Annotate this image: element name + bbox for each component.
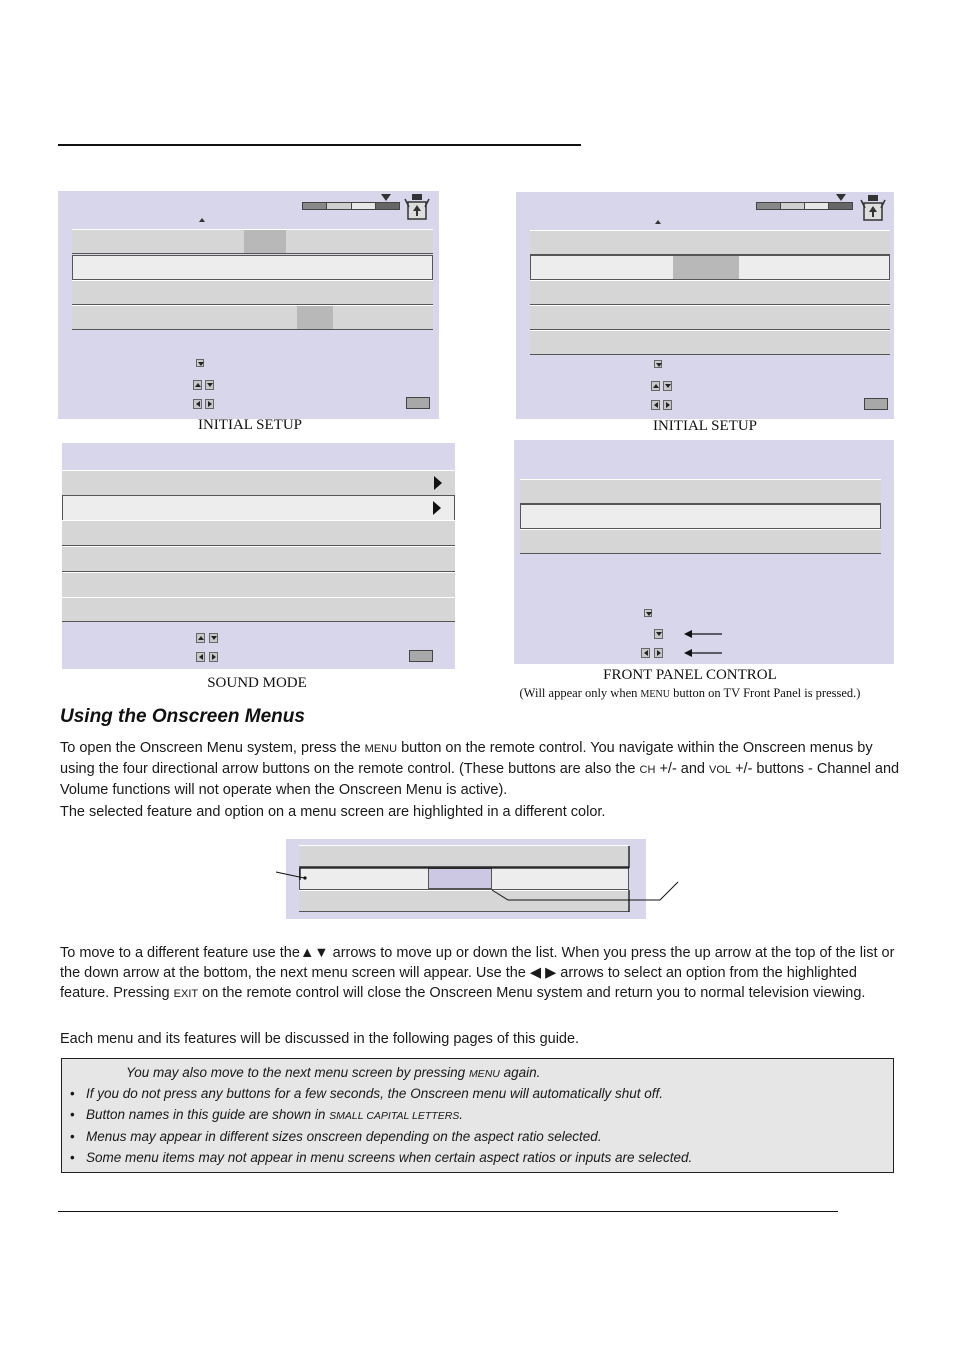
paragraph-open-menu: To open the Onscreen Menu system, press the MENU button on the remote control. You navigate within the Onscreen menus by using the four directional arrow buttons on the remote control. (These buttons are also the CH +/- and VOL +/- buttons - Channel and Volume functions will not operate when the Onscreen Menu is active). <box>60 740 900 798</box>
pointer-arrow-icon <box>684 649 724 657</box>
left-arrow-icon <box>193 399 202 409</box>
up-arrow-icon <box>196 633 205 643</box>
section-title: Using the Onscreen Menus <box>60 706 305 727</box>
menu-row[interactable] <box>530 305 890 330</box>
left-arrow-icon <box>641 648 650 658</box>
pointer-arrow-icon <box>684 630 724 638</box>
level-meter <box>302 202 400 210</box>
header-rule <box>58 144 581 146</box>
submenu-arrow-icon <box>432 500 442 516</box>
scroll-up-icon[interactable] <box>655 220 661 224</box>
menu-front-panel-control <box>514 440 894 664</box>
menu-row-selected[interactable] <box>530 255 890 280</box>
tv-icon <box>404 193 430 221</box>
down-arrow-icon <box>654 629 663 639</box>
down-arrow-icon <box>209 633 218 643</box>
menu-row-selected[interactable] <box>62 495 455 521</box>
up-arrow-icon <box>651 381 660 391</box>
menu-row[interactable] <box>530 330 890 355</box>
tip-4: • Menus may appear in different sizes onscreen depending on the aspect ratio selected. <box>86 1129 602 1144</box>
tip-5: • Some menu items may not appear in menu screens when certain aspect ratios or inputs are selected. <box>86 1150 692 1165</box>
menu-initial-setup-1 <box>58 191 439 419</box>
exit-button[interactable] <box>864 398 888 410</box>
menu-row[interactable] <box>72 229 433 254</box>
scroll-down-icon[interactable] <box>196 359 204 367</box>
paragraph-highlight: The selected feature and option on a menu screen are highlighted in a different color. <box>60 804 606 820</box>
menu-row-selected[interactable] <box>520 504 881 529</box>
menu-row[interactable] <box>530 230 890 255</box>
down-arrow-icon <box>663 381 672 391</box>
caption-front-panel: FRONT PANEL CONTROL <box>603 667 777 683</box>
submenu-arrow-icon <box>433 475 443 491</box>
caption-initial-setup-1: INITIAL SETUP <box>197 417 302 433</box>
scroll-down-icon[interactable] <box>654 360 662 368</box>
menu-row[interactable] <box>72 280 433 305</box>
menu-row[interactable] <box>72 305 433 330</box>
footer-rule <box>58 1211 838 1212</box>
caption-initial-setup-2: INITIAL SETUP <box>652 418 757 434</box>
left-arrow-icon <box>196 652 205 662</box>
callout-lines <box>270 840 690 920</box>
tip-2: • If you do not press any buttons for a few seconds, the Onscreen menu will automatically shut off. <box>86 1086 663 1101</box>
up-arrow-icon <box>193 380 202 390</box>
paragraph-following-pages: Each menu and its features will be discussed in the following pages of this guide. <box>60 1031 580 1047</box>
menu-row-selected[interactable] <box>72 255 433 280</box>
scroll-down-icon[interactable] <box>644 609 652 617</box>
paragraph-navigation: To move to a different feature use the▲▼ arrows to move up or down the list. When you press the up arrow at the top of the list or the down arrow at the bottom, the next menu screen will appear. Use the ◀ ▶ arrows to select an option from the highlighted feature. Pressing EXIT on the remote control will close the Onscreen Menu system and return you to normal television viewing. <box>60 945 895 1001</box>
menu-row[interactable] <box>520 529 881 554</box>
tip-3: • Button names in this guide are shown in SMALL CAPITAL LETTERS. <box>86 1107 463 1122</box>
menu-row[interactable] <box>62 572 455 598</box>
menu-initial-setup-2 <box>516 192 894 419</box>
meter-pointer-icon <box>381 194 391 201</box>
tip-1: You may also move to the next menu screen by pressing MENU again. <box>126 1065 541 1080</box>
menu-row[interactable] <box>520 479 881 504</box>
tv-icon <box>860 194 886 222</box>
scroll-up-icon[interactable] <box>199 218 205 222</box>
down-arrow-icon <box>205 380 214 390</box>
tips-box <box>61 1058 894 1173</box>
meter-pointer-icon <box>836 194 846 201</box>
menu-row[interactable] <box>62 470 455 496</box>
caption-front-panel-note: (Will appear only when MENU button on TV Front Panel is pressed.) <box>519 686 861 700</box>
exit-button[interactable] <box>406 397 430 409</box>
right-arrow-icon <box>209 652 218 662</box>
right-arrow-icon <box>205 399 214 409</box>
right-arrow-icon <box>663 400 672 410</box>
menu-sound-mode <box>62 443 455 669</box>
menu-row[interactable] <box>62 520 455 546</box>
right-arrow-icon <box>654 648 663 658</box>
menu-row[interactable] <box>62 597 455 622</box>
menu-row[interactable] <box>62 546 455 572</box>
left-arrow-icon <box>651 400 660 410</box>
menu-row[interactable] <box>530 280 890 305</box>
level-meter <box>756 202 853 210</box>
caption-sound-mode: SOUND MODE <box>207 675 307 691</box>
exit-button[interactable] <box>409 650 433 662</box>
